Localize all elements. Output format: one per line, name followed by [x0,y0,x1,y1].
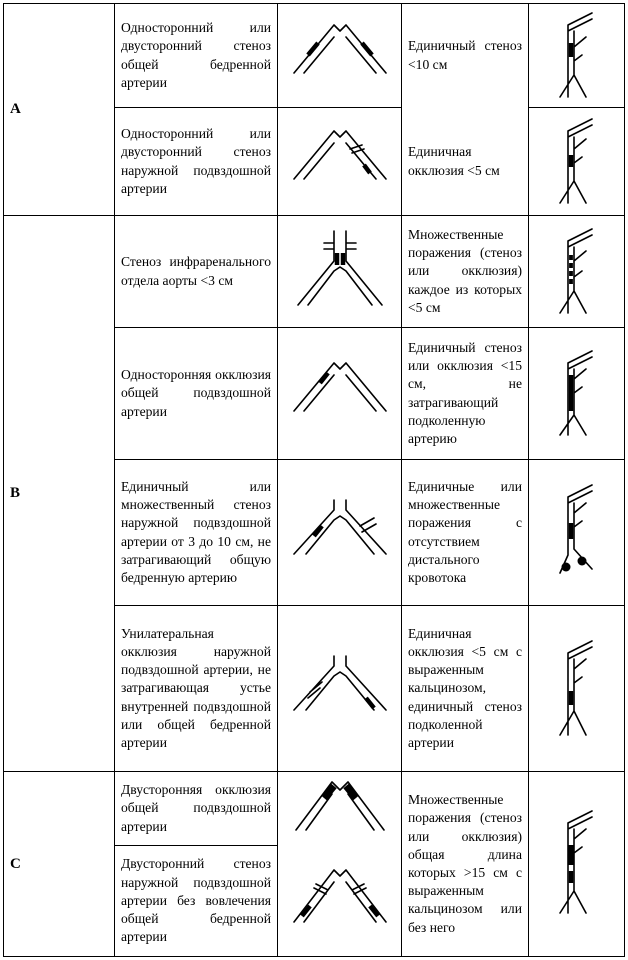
aortoiliac-bifurcation-icon [290,866,390,936]
femoropopliteal-diagram [529,460,624,605]
aortoiliac-diagram [278,846,401,956]
femoral-artery-icon [552,809,602,919]
aortoiliac-bifurcation-icon [290,652,390,726]
femoropopliteal-lesion-text: Единичная окклюзия <5 см [408,144,500,178]
aortoiliac-aorta-icon [290,227,390,317]
tasc-classification-table [3,3,625,957]
femoropopliteal-lesion-text: Множественные поражения (стеноз или окклюзия) общая длина которых >15 см с выраженным кальцинозом или без него [408,792,522,935]
femoral-artery-icon [552,639,602,739]
class-label-c: C [10,855,21,872]
femoropopliteal-lesion-text: Множественные поражения (стеноз или окклюзия) каждое из которых <5 см [408,226,522,315]
aortoiliac-bifurcation-icon [290,496,390,570]
aortoiliac-bifurcation-icon [290,778,390,840]
femoropopliteal-diagram [529,772,624,956]
aortoiliac-lesion-text: Двусторонний стеноз наружной подвздошной артерии без вовлечения общей бедренной артерии [121,856,271,945]
aortoiliac-diagram [278,606,401,771]
aortoiliac-lesion-text: Односторонний или двусторонний стеноз наружной подвздошной артерии [121,126,271,196]
femoropopliteal-diagram [529,108,624,215]
femoropopliteal-diagram [529,216,624,327]
aortoiliac-diagram [278,108,401,215]
femoropopliteal-diagram [529,328,624,459]
aortoiliac-lesion-text: Односторонняя окклюзия общей подвздошной артерии [121,367,271,419]
femoropopliteal-lesion-text: Единичный стеноз или окклюзия <15 см, не затрагивающий подколенную артерию [408,339,522,446]
aortoiliac-lesion-text: Единичный или множественный стеноз наружной подвздошной артерии от 3 до 10 см, не затрагивающий общую бедренную артерию [121,478,271,585]
femoropopliteal-lesion-text: Единичные или множественные поражения с отсутствием дистального кровотока [408,478,522,585]
class-label-a: A [10,101,21,117]
aortoiliac-diagram [278,4,401,107]
aortoiliac-bifurcation-icon [290,359,390,429]
femoropopliteal-diagram [529,606,624,771]
femoropopliteal-lesion-text: Единичная окклюзия <5 см с выраженным кальцинозом, единичный стеноз подколенной артерии [408,625,522,750]
femoropopliteal-diagram [529,4,624,107]
aortoiliac-bifurcation-icon [290,127,390,197]
aortoiliac-bifurcation-icon [290,21,390,91]
class-label-b: B [10,485,21,501]
aortoiliac-diagram [278,772,401,845]
femoral-artery-icon [552,227,602,317]
femoral-artery-icon [552,117,602,207]
aortoiliac-lesion-text: Двусторонняя окклюзия общей подвздошной артерии [121,782,271,834]
aortoiliac-diagram [278,460,401,605]
aortoiliac-diagram [278,216,401,327]
femoral-artery-icon [552,11,602,101]
femoral-artery-icon [552,483,602,583]
aortoiliac-lesion-text: Унилатеральная окклюзия наружной подвздошной артерии, не затрагивающая устье внутренней подвздошной или общей бедренной артерии [121,625,271,750]
femoropopliteal-lesion-text: Единичный стеноз <10 см [408,38,522,72]
aortoiliac-lesion-text: Стеноз инфраренального отдела аорты <3 см [121,254,271,288]
femoral-artery-icon [552,349,602,439]
aortoiliac-diagram [278,328,401,459]
aortoiliac-lesion-text: Односторонний или двусторонний стеноз общей бедренной артерии [121,20,271,90]
